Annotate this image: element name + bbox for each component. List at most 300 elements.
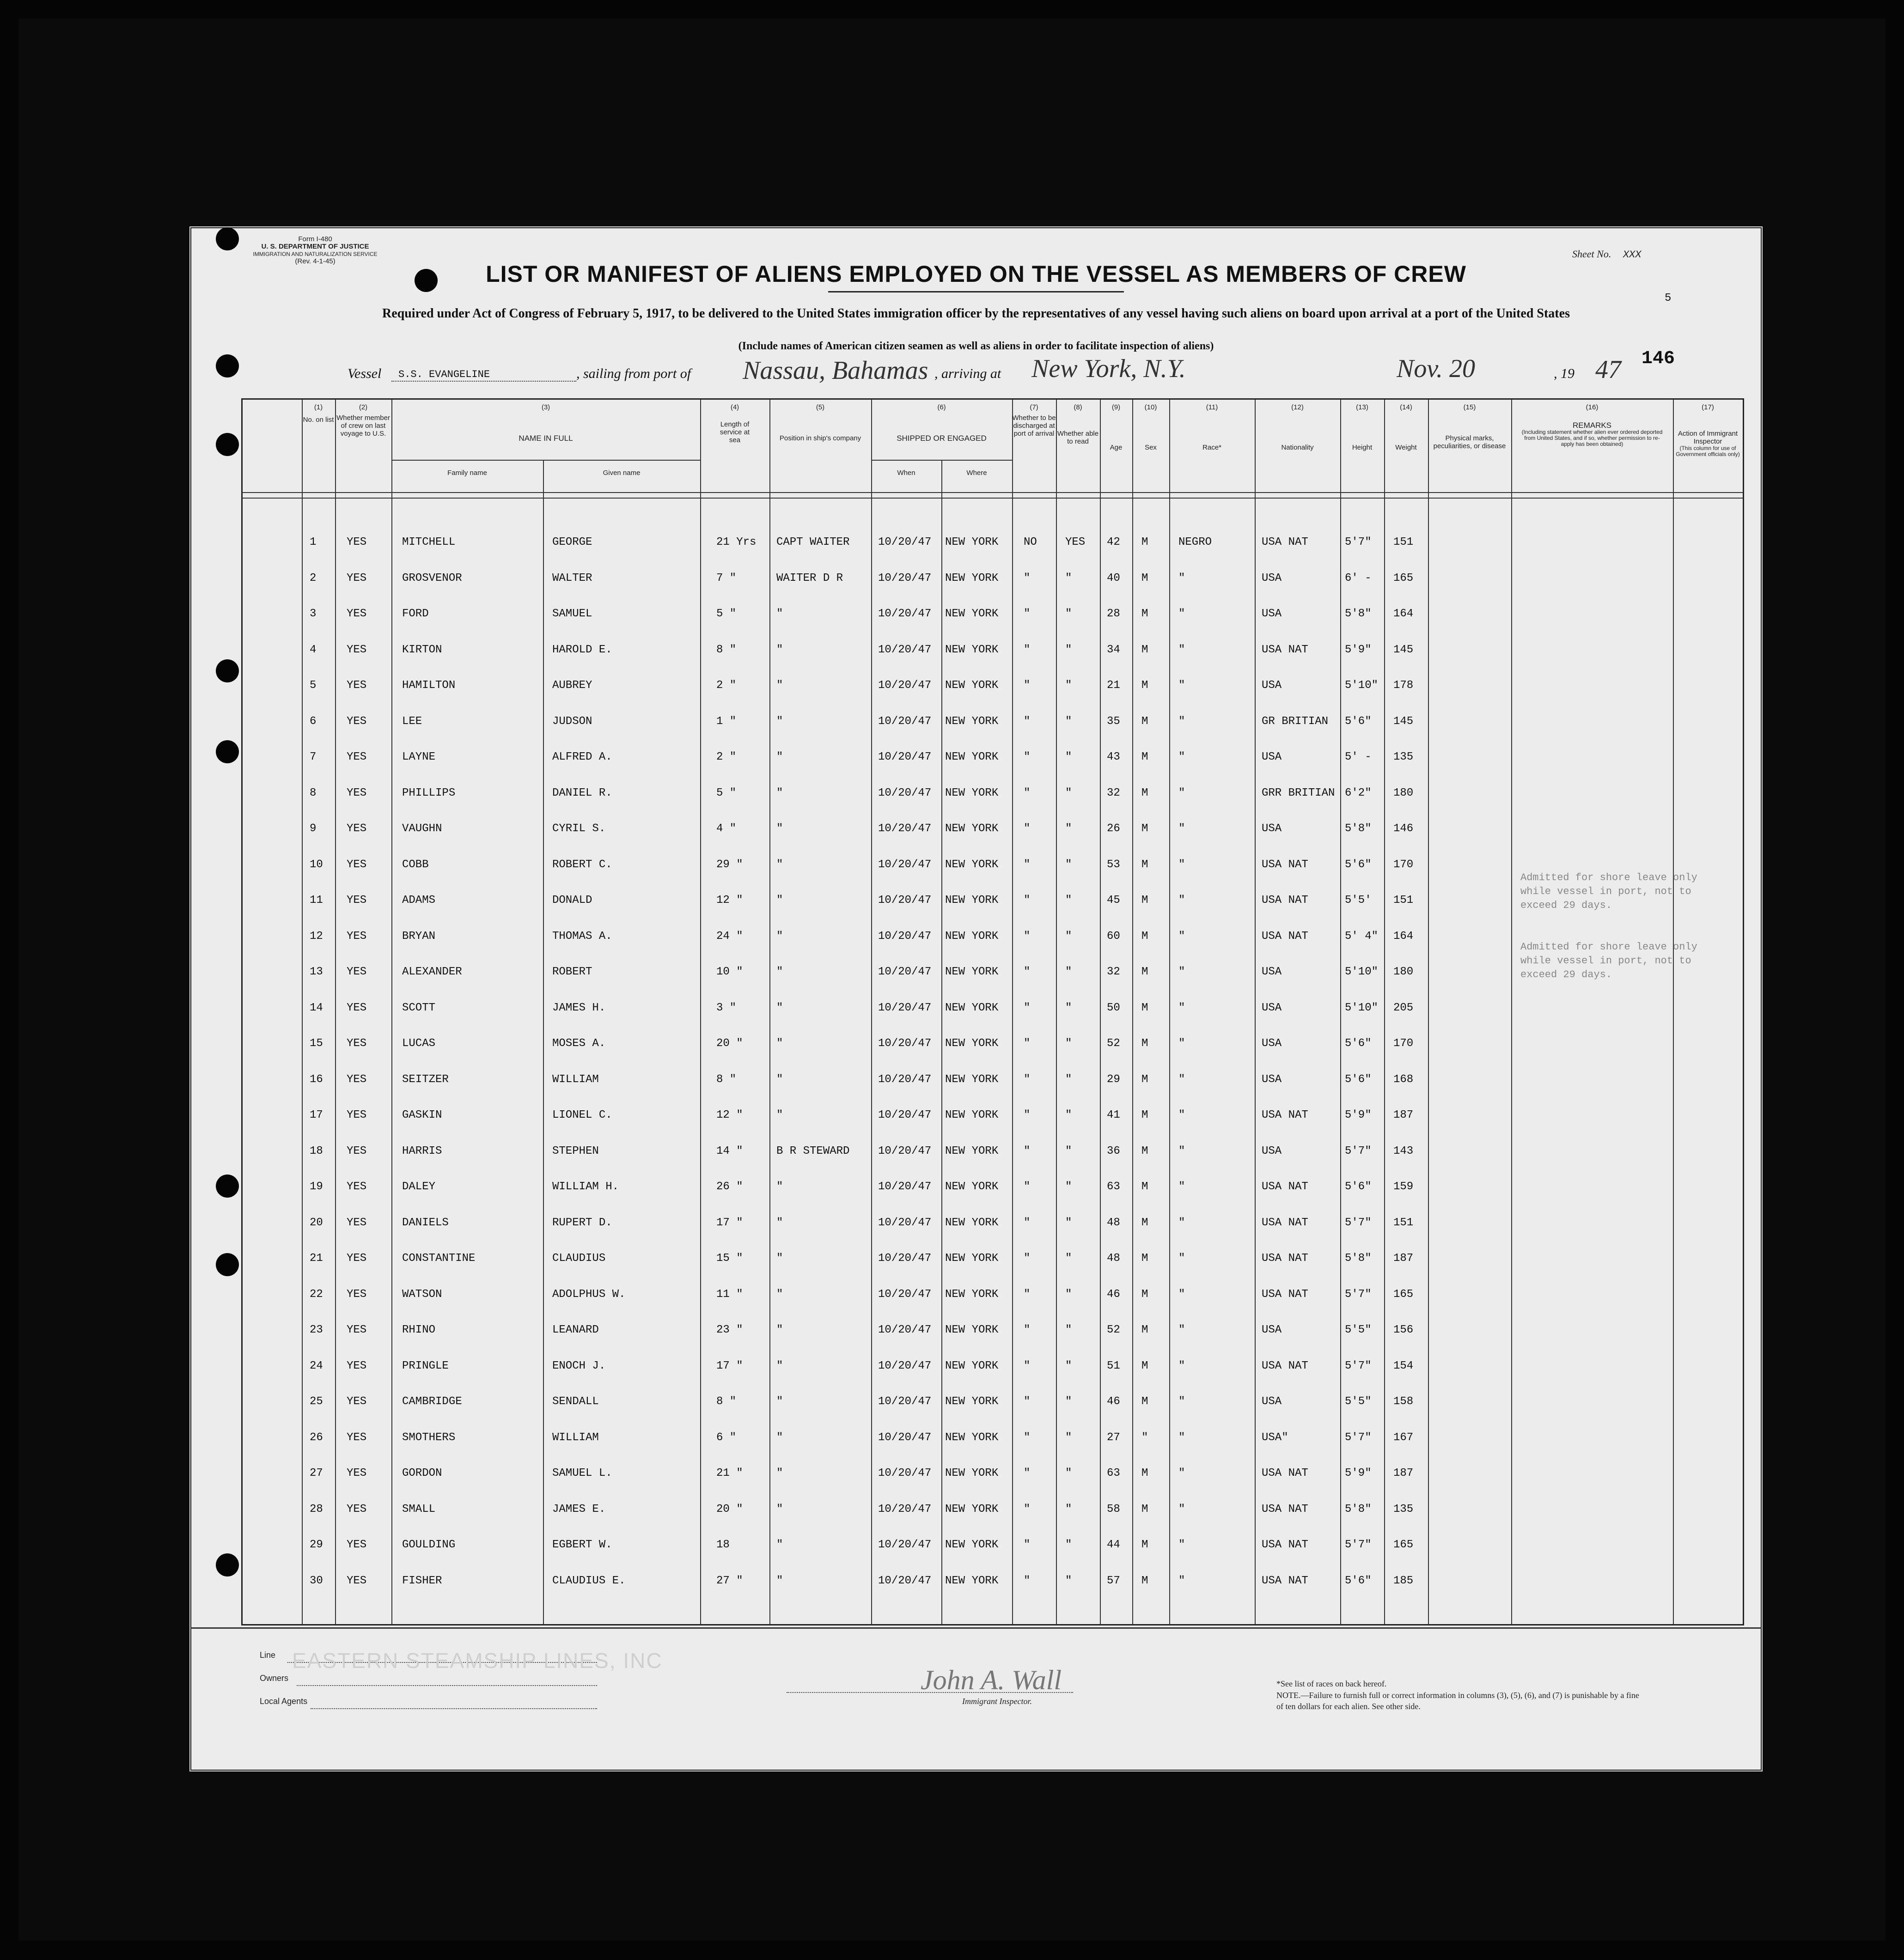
discharged-cell: " — [1024, 1395, 1031, 1408]
height-cell: 5'8" — [1345, 1503, 1372, 1516]
shipped-when-cell: 10/20/47 — [878, 751, 932, 763]
weight-cell: 187 — [1393, 1252, 1414, 1265]
length-of-service-cell: 23 " — [716, 1324, 743, 1336]
given-name-cell: LEANARD — [552, 1324, 599, 1336]
family-name-cell: SCOTT — [402, 1001, 436, 1014]
nationality-cell: USA NAT — [1262, 1216, 1308, 1229]
able-to-read-cell: " — [1065, 858, 1072, 871]
able-to-read-cell: " — [1065, 679, 1072, 692]
weight-cell: 154 — [1393, 1359, 1414, 1372]
shipped-when-cell: 10/20/47 — [878, 715, 932, 728]
shipped-when-cell: 10/20/47 — [878, 572, 932, 584]
sheet-no — [1572, 248, 1641, 261]
length-of-service-cell: 5 " — [716, 608, 737, 620]
table-row — [243, 921, 1743, 957]
age-cell: 26 — [1107, 822, 1120, 835]
punch-hole — [216, 1253, 239, 1276]
height-cell: 5'10" — [1345, 679, 1379, 692]
height-cell: 5'6" — [1345, 715, 1372, 728]
age-cell: 63 — [1107, 1181, 1120, 1193]
height-cell: 5' 4" — [1345, 930, 1379, 943]
family-name-cell: ADAMS — [402, 894, 436, 907]
able-to-read-cell: " — [1065, 1073, 1072, 1086]
crew-last-voyage-cell: YES — [347, 1467, 367, 1479]
discharged-cell: " — [1024, 1467, 1031, 1479]
family-name-cell: WATSON — [402, 1288, 442, 1301]
shipped-where-cell: NEW YORK — [945, 858, 999, 871]
race-cell: " — [1178, 1503, 1185, 1516]
crew-last-voyage-cell: YES — [347, 1073, 367, 1086]
discharged-cell: " — [1024, 1288, 1031, 1301]
nationality-cell: USA NAT — [1262, 1109, 1308, 1121]
shipped-when-cell: 10/20/47 — [878, 536, 932, 548]
age-cell: 34 — [1107, 643, 1120, 656]
position-cell: " — [776, 1288, 783, 1301]
discharged-cell: " — [1024, 1144, 1031, 1157]
position-cell: " — [776, 1073, 783, 1086]
discharged-cell: " — [1024, 966, 1031, 978]
year-prefix: , 19 — [1554, 366, 1574, 381]
table-row — [243, 1243, 1743, 1279]
family-name-cell: GORDON — [402, 1467, 442, 1479]
row-number-cell: 29 — [310, 1539, 323, 1551]
nationality-cell: USA — [1262, 1037, 1282, 1050]
col-header-weight: (14) Weight — [1395, 403, 1417, 451]
height-cell: 5'6" — [1345, 1574, 1372, 1587]
sex-cell: M — [1141, 679, 1148, 692]
arriving-port: New York, N.Y. — [1031, 354, 1186, 383]
row-number-cell: 20 — [310, 1216, 323, 1229]
sheet-label: Sheet No. — [1572, 248, 1611, 260]
line-stamp: EASTERN STEAMSHIP LINES, INC — [292, 1649, 663, 1673]
shipped-where-cell: NEW YORK — [945, 751, 999, 763]
discharged-cell: " — [1024, 608, 1031, 620]
position-cell: " — [776, 643, 783, 656]
table-row — [243, 1565, 1743, 1601]
crew-last-voyage-cell: YES — [347, 1252, 367, 1265]
nationality-cell: USA NAT — [1262, 930, 1308, 943]
length-of-service-cell: 27 " — [716, 1574, 743, 1587]
discharged-cell: " — [1024, 715, 1031, 728]
position-cell: " — [776, 1181, 783, 1193]
remark-shore-leave-2: Admitted for shore leave only while vessel in port, not to exceed 29 days. — [1520, 941, 1697, 980]
position-cell: CAPT WAITER — [776, 536, 850, 548]
weight-cell: 159 — [1393, 1181, 1414, 1193]
shipped-where-cell: NEW YORK — [945, 1539, 999, 1551]
crew-last-voyage-cell: YES — [347, 1144, 367, 1157]
crew-last-voyage-cell: YES — [347, 608, 367, 620]
length-of-service-cell: 7 " — [716, 572, 737, 584]
page-number: 146 — [1642, 348, 1675, 369]
age-cell: 60 — [1107, 930, 1120, 943]
table-row — [243, 1207, 1743, 1243]
discharged-cell: " — [1024, 1539, 1031, 1551]
able-to-read-cell: " — [1065, 1109, 1072, 1121]
given-name-cell: HAROLD E. — [552, 643, 612, 656]
height-cell: 5'5' — [1345, 894, 1372, 907]
col-header-crew: (2) Whether member of crew on last voyage to U.S. — [336, 403, 390, 438]
discharged-cell: " — [1024, 1216, 1031, 1229]
given-name-cell: ADOLPHUS W. — [552, 1288, 626, 1301]
race-cell: " — [1178, 1395, 1185, 1408]
discharged-cell: " — [1024, 1431, 1031, 1444]
family-name-cell: CONSTANTINE — [402, 1252, 476, 1265]
discharged-cell: " — [1024, 858, 1031, 871]
height-cell: 5'5" — [1345, 1324, 1372, 1336]
height-cell: 5'6" — [1345, 1181, 1372, 1193]
nationality-cell: USA — [1262, 1324, 1282, 1336]
shipped-when-cell: 10/20/47 — [878, 822, 932, 835]
shipped-where-cell: NEW YORK — [945, 1181, 999, 1193]
given-name-cell: RUPERT D. — [552, 1216, 612, 1229]
given-name-cell: STEPHEN — [552, 1144, 599, 1157]
shipped-where-cell: NEW YORK — [945, 1144, 999, 1157]
col-header-race: (11) Race* — [1202, 403, 1221, 451]
shipped-where-cell: NEW YORK — [945, 822, 999, 835]
race-cell: " — [1178, 1037, 1185, 1050]
given-name-cell: JAMES H. — [552, 1001, 606, 1014]
table-row — [243, 1494, 1743, 1530]
row-number-cell: 7 — [310, 751, 317, 763]
shipped-when-cell: 10/20/47 — [878, 930, 932, 943]
row-number-cell: 4 — [310, 643, 317, 656]
race-cell: " — [1178, 1073, 1185, 1086]
discharged-cell: " — [1024, 1037, 1031, 1050]
shipped-where-cell: NEW YORK — [945, 1109, 999, 1121]
age-cell: 32 — [1107, 786, 1120, 799]
age-cell: 53 — [1107, 858, 1120, 871]
row-number-cell: 8 — [310, 786, 317, 799]
nationality-cell: USA NAT — [1262, 1467, 1308, 1479]
position-cell: " — [776, 1431, 783, 1444]
table-row — [243, 778, 1743, 814]
shipped-when-cell: 10/20/47 — [878, 1181, 932, 1193]
shipped-where-cell: NEW YORK — [945, 930, 999, 943]
length-of-service-cell: 21 Yrs — [716, 536, 757, 548]
discharged-cell: " — [1024, 1324, 1031, 1336]
crew-last-voyage-cell: YES — [347, 1395, 367, 1408]
length-of-service-cell: 12 " — [716, 894, 743, 907]
length-of-service-cell: 10 " — [716, 966, 743, 978]
shipped-where-cell: NEW YORK — [945, 786, 999, 799]
crew-last-voyage-cell: YES — [347, 1216, 367, 1229]
crew-last-voyage-cell: YES — [347, 715, 367, 728]
row-number-cell: 23 — [310, 1324, 323, 1336]
table-row — [243, 1279, 1743, 1315]
row-number-cell: 27 — [310, 1467, 323, 1479]
sex-cell: M — [1141, 822, 1148, 835]
length-of-service-cell: 24 " — [716, 930, 743, 943]
discharged-cell: " — [1024, 1001, 1031, 1014]
table-row — [243, 527, 1743, 563]
race-cell: " — [1178, 679, 1185, 692]
sheet-value: XXX — [1623, 249, 1642, 261]
age-cell: 44 — [1107, 1539, 1120, 1551]
row-number-cell: 2 — [310, 572, 317, 584]
footer-agents-label: Local Agents — [260, 1697, 308, 1706]
length-of-service-cell: 12 " — [716, 1109, 743, 1121]
family-name-cell: FISHER — [402, 1574, 442, 1587]
shipped-where-cell: NEW YORK — [945, 894, 999, 907]
able-to-read-cell: " — [1065, 715, 1072, 728]
discharged-cell: " — [1024, 1503, 1031, 1516]
table-row — [243, 1422, 1743, 1458]
race-cell: " — [1178, 966, 1185, 978]
given-name-cell: ROBERT — [552, 966, 592, 978]
table-row — [243, 670, 1743, 706]
position-cell: " — [776, 822, 783, 835]
sailing-port: Nassau, Bahamas — [743, 356, 928, 385]
shipped-where-cell: NEW YORK — [945, 572, 999, 584]
position-cell: " — [776, 1539, 783, 1551]
race-cell: " — [1178, 1144, 1185, 1157]
discharged-cell: " — [1024, 643, 1031, 656]
manifest-sheet — [189, 226, 1763, 1771]
crew-last-voyage-cell: YES — [347, 536, 367, 548]
shipped-where-cell: NEW YORK — [945, 1359, 999, 1372]
table-row — [243, 598, 1743, 634]
position-cell: " — [776, 894, 783, 907]
table-row — [243, 1136, 1743, 1172]
table-row — [243, 992, 1743, 1029]
weight-cell: 164 — [1393, 930, 1414, 943]
height-cell: 5'10" — [1345, 966, 1379, 978]
shipped-where-cell: NEW YORK — [945, 1288, 999, 1301]
footer-line-label: Line — [260, 1650, 276, 1660]
given-name-cell: SAMUEL L. — [552, 1467, 612, 1479]
height-cell: 5'5" — [1345, 1395, 1372, 1408]
nationality-cell: USA NAT — [1262, 536, 1308, 548]
col-header-position: (5) Position in ship's company — [779, 403, 861, 442]
crew-last-voyage-cell: YES — [347, 1431, 367, 1444]
shipped-where-cell: NEW YORK — [945, 966, 999, 978]
punch-hole — [216, 1553, 239, 1577]
nationality-cell: USA NAT — [1262, 1503, 1308, 1516]
height-cell: 5'7" — [1345, 1359, 1372, 1372]
vessel-name: S.S. EVANGELINE — [398, 369, 490, 380]
age-cell: 29 — [1107, 1073, 1120, 1086]
family-name-cell: BRYAN — [402, 930, 436, 943]
shipped-when-cell: 10/20/47 — [878, 1037, 932, 1050]
weight-cell: 135 — [1393, 1503, 1414, 1516]
family-name-cell: ALEXANDER — [402, 966, 462, 978]
row-number-cell: 19 — [310, 1181, 323, 1193]
able-to-read-cell: YES — [1065, 536, 1086, 548]
given-name-cell: EGBERT W. — [552, 1539, 612, 1551]
nationality-cell: USA NAT — [1262, 894, 1308, 907]
col-header-service: (4) Length of service at sea — [720, 403, 750, 444]
family-name-cell: DALEY — [402, 1181, 436, 1193]
form-service: IMMIGRATION AND NATURALIZATION SERVICE — [253, 251, 378, 257]
age-cell: 43 — [1107, 751, 1120, 763]
discharged-cell: " — [1024, 1109, 1031, 1121]
shipped-when-cell: 10/20/47 — [878, 1109, 932, 1121]
shipped-when-cell: 10/20/47 — [878, 1503, 932, 1516]
crew-last-voyage-cell: YES — [347, 1359, 367, 1372]
height-cell: 5'6" — [1345, 858, 1372, 871]
discharged-cell: " — [1024, 894, 1031, 907]
height-cell: 5'7" — [1345, 1288, 1372, 1301]
nationality-cell: USA NAT — [1262, 1359, 1308, 1372]
sex-cell: M — [1141, 1359, 1148, 1372]
age-cell: 48 — [1107, 1216, 1120, 1229]
able-to-read-cell: " — [1065, 1431, 1072, 1444]
race-cell: " — [1178, 1431, 1185, 1444]
position-cell: " — [776, 858, 783, 871]
length-of-service-cell: 6 " — [716, 1431, 737, 1444]
col-header-name: (3) NAME IN FULL — [519, 403, 573, 443]
age-cell: 52 — [1107, 1037, 1120, 1050]
length-of-service-cell: 17 " — [716, 1216, 743, 1229]
form-rev: (Rev. 4-1-45) — [295, 257, 336, 265]
col-header-sex: (10) Sex — [1144, 403, 1157, 451]
given-name-cell: GEORGE — [552, 536, 592, 548]
race-cell: " — [1178, 1324, 1185, 1336]
age-cell: 35 — [1107, 715, 1120, 728]
arrival-year: 47 — [1595, 355, 1621, 384]
length-of-service-cell: 1 " — [716, 715, 737, 728]
signature-line — [787, 1692, 1073, 1693]
able-to-read-cell: " — [1065, 1037, 1072, 1050]
col-header-given: Given name — [603, 469, 641, 477]
sex-cell: M — [1141, 1288, 1148, 1301]
nationality-cell: USA NAT — [1262, 1539, 1308, 1551]
able-to-read-cell: " — [1065, 1252, 1072, 1265]
crew-last-voyage-cell: YES — [347, 679, 367, 692]
given-name-cell: DONALD — [552, 894, 592, 907]
shipped-when-cell: 10/20/47 — [878, 1252, 932, 1265]
length-of-service-cell: 11 " — [716, 1288, 743, 1301]
race-cell: " — [1178, 715, 1185, 728]
length-of-service-cell: 26 " — [716, 1181, 743, 1193]
position-cell: B R STEWARD — [776, 1144, 850, 1157]
position-cell: " — [776, 1109, 783, 1121]
given-name-cell: SAMUEL — [552, 608, 592, 620]
sex-cell: M — [1141, 1574, 1148, 1587]
crew-table — [241, 398, 1744, 1625]
crew-last-voyage-cell: YES — [347, 751, 367, 763]
length-of-service-cell: 2 " — [716, 751, 737, 763]
shipped-where-cell: NEW YORK — [945, 608, 999, 620]
position-cell: " — [776, 715, 783, 728]
sex-cell: M — [1141, 1216, 1148, 1229]
length-of-service-cell: 8 " — [716, 643, 737, 656]
age-cell: 41 — [1107, 1109, 1120, 1121]
row-number-cell: 13 — [310, 966, 323, 978]
weight-cell: 164 — [1393, 608, 1414, 620]
height-cell: 5'7" — [1345, 536, 1372, 548]
punch-hole — [216, 433, 239, 456]
height-cell: 5'6" — [1345, 1037, 1372, 1050]
table-row — [243, 1028, 1743, 1064]
table-row — [243, 1171, 1743, 1207]
table-row — [243, 885, 1743, 921]
shipped-when-cell: 10/20/47 — [878, 1073, 932, 1086]
nationality-cell: USA — [1262, 751, 1282, 763]
weight-cell: 135 — [1393, 751, 1414, 763]
shipped-when-cell: 10/20/47 — [878, 786, 932, 799]
weight-cell: 145 — [1393, 715, 1414, 728]
race-cell: " — [1178, 643, 1185, 656]
weight-cell: 170 — [1393, 1037, 1414, 1050]
sex-cell: M — [1141, 715, 1148, 728]
table-row — [243, 1100, 1743, 1136]
shipped-when-cell: 10/20/47 — [878, 1574, 932, 1587]
age-cell: 48 — [1107, 1252, 1120, 1265]
shipped-when-cell: 10/20/47 — [878, 1001, 932, 1014]
length-of-service-cell: 4 " — [716, 822, 737, 835]
family-name-cell: VAUGHN — [402, 822, 442, 835]
table-row — [243, 1064, 1743, 1100]
length-of-service-cell: 8 " — [716, 1073, 737, 1086]
col-header-remarks: (16) REMARKS (Including statement whether alien ever ordered deported from United States, and if so, whether permission to re-apply has been obtained) — [1521, 403, 1663, 447]
nationality-cell: USA — [1262, 1395, 1282, 1408]
weight-cell: 167 — [1393, 1431, 1414, 1444]
given-name-cell: THOMAS A. — [552, 930, 612, 943]
punch-hole — [216, 354, 239, 377]
crew-last-voyage-cell: YES — [347, 1037, 367, 1050]
able-to-read-cell: " — [1065, 1288, 1072, 1301]
sex-cell: M — [1141, 536, 1148, 548]
crew-last-voyage-cell: YES — [347, 572, 367, 584]
discharged-cell: " — [1024, 1574, 1031, 1587]
age-cell: 57 — [1107, 1574, 1120, 1587]
discharged-cell: " — [1024, 1359, 1031, 1372]
sex-cell: M — [1141, 1109, 1148, 1121]
sex-cell: M — [1141, 858, 1148, 871]
sex-cell: M — [1141, 1252, 1148, 1265]
sex-cell: M — [1141, 1324, 1148, 1336]
given-name-cell: CYRIL S. — [552, 822, 606, 835]
position-cell: " — [776, 1252, 783, 1265]
col-header-height: (13) Height — [1352, 403, 1373, 451]
position-cell: " — [776, 786, 783, 799]
row-number-cell: 26 — [310, 1431, 323, 1444]
nationality-cell: GRR BRITIAN — [1262, 786, 1335, 799]
height-cell: 6'2" — [1345, 786, 1372, 799]
sex-cell: M — [1141, 1503, 1148, 1516]
table-row — [243, 634, 1743, 670]
punch-hole — [216, 227, 239, 250]
race-cell: " — [1178, 858, 1185, 871]
punch-hole — [216, 1175, 239, 1198]
table-row — [243, 849, 1743, 885]
sex-cell: M — [1141, 930, 1148, 943]
col-header-read: (8) Whether able to read — [1057, 403, 1099, 445]
sex-cell: M — [1141, 1144, 1148, 1157]
race-cell: " — [1178, 1539, 1185, 1551]
family-name-cell: RHINO — [402, 1324, 436, 1336]
crew-last-voyage-cell: YES — [347, 1574, 367, 1587]
vessel-underline — [391, 381, 576, 382]
shipped-where-cell: NEW YORK — [945, 1216, 999, 1229]
age-cell: 52 — [1107, 1324, 1120, 1336]
weight-cell: 145 — [1393, 643, 1414, 656]
row-number-cell: 11 — [310, 894, 323, 907]
length-of-service-cell: 20 " — [716, 1503, 743, 1516]
row-number-cell: 14 — [310, 1001, 323, 1014]
discharged-cell: " — [1024, 822, 1031, 835]
shipped-where-cell: NEW YORK — [945, 1037, 999, 1050]
race-cell: " — [1178, 1359, 1185, 1372]
family-name-cell: LEE — [402, 715, 422, 728]
weight-cell: 146 — [1393, 822, 1414, 835]
table-row — [243, 1529, 1743, 1565]
include-note: (Include names of American citizen seamen as well as aliens in order to facilitate inspection of aliens) — [738, 340, 1214, 352]
race-cell: " — [1178, 1252, 1185, 1265]
col-header-discharged: (7) Whether to be discharged at port of arrival — [1012, 403, 1056, 438]
height-cell: 5'10" — [1345, 1001, 1379, 1014]
